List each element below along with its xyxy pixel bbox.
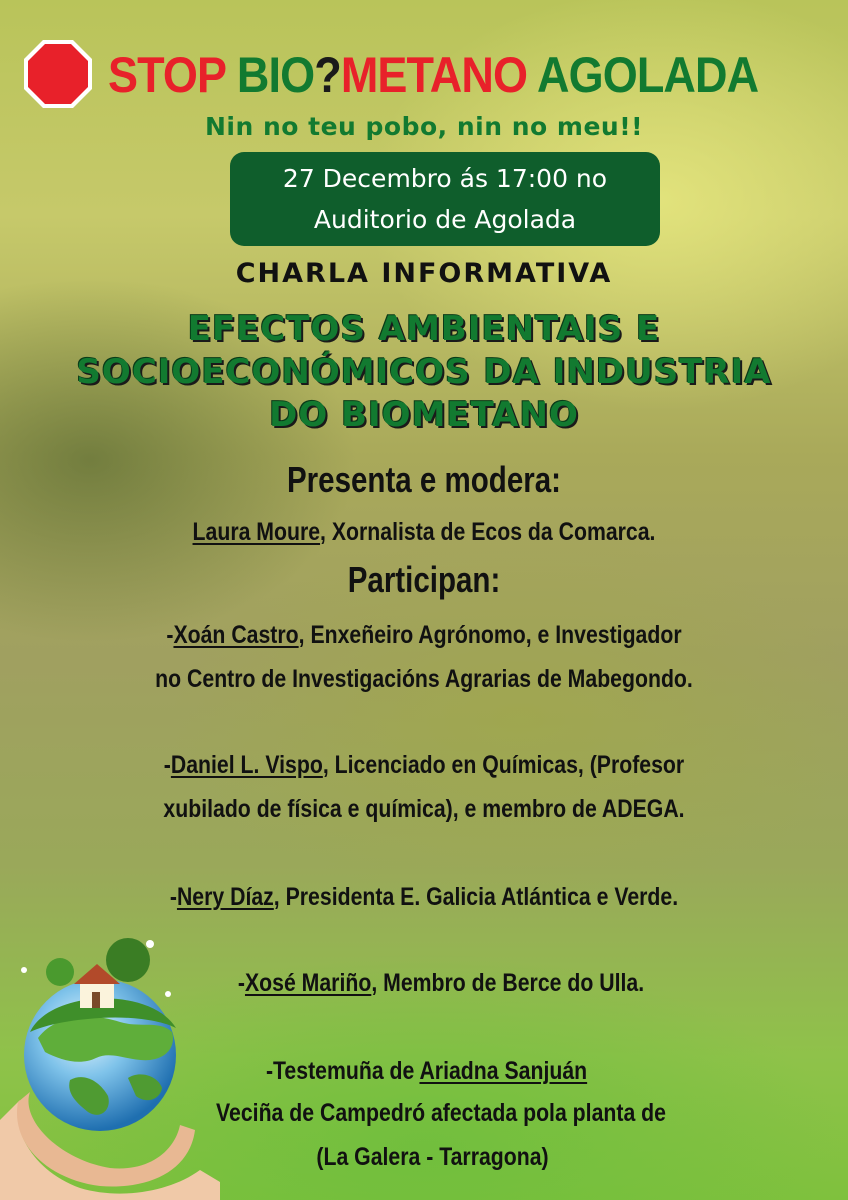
participant-3-name: Nery Díaz (176, 883, 274, 911)
headline-stop: STOP (108, 47, 226, 103)
headline-question: ? (314, 47, 341, 103)
participant-5-line-3: (La Galera - Tarragona) (316, 1143, 549, 1171)
stop-sign-icon (22, 38, 94, 110)
globe-in-hands-icon (0, 920, 220, 1200)
participant-3-prefix: - (169, 883, 177, 911)
moderator-heading: Presenta e modera: (286, 459, 562, 500)
headline-metano: METANO (340, 47, 528, 103)
moderator-name: Laura Moure (192, 518, 321, 546)
participants-heading: Participan: (347, 559, 501, 600)
event-topic (0, 308, 848, 437)
participant-1-prefix: - (166, 621, 174, 649)
participant-1-line-1 (64, 618, 785, 652)
participant-4-desc: , Membro de Berce do Ulla. (371, 969, 645, 997)
participant-2-desc-1: , Licenciado en Químicas, (Profesor (322, 751, 685, 779)
date-line-1: 27 Decembro ás 17:00 no (282, 164, 608, 193)
participant-4-name: Xosé Mariño (244, 969, 372, 997)
headline-bio: BIO (236, 47, 315, 103)
moderator-desc: , Xornalista de Ecos da Comarca. (320, 518, 656, 546)
headline-agolada: AGOLADA (537, 47, 759, 103)
moderator-line (64, 515, 785, 549)
participant-5-name: Ariadna Sanjuán (419, 1057, 588, 1085)
date-box (230, 152, 660, 246)
participant-4-prefix: - (237, 969, 245, 997)
participant-5-prefix: -Testemuña de (265, 1057, 420, 1085)
event-type: CHARLA INFORMATIVA (235, 258, 613, 289)
slogan: Nin no teu pobo, nin no meu!! (204, 112, 644, 141)
topic-line-3: DO BIOMETANO (269, 395, 579, 435)
topic-line-2: SOCIOECONÓMICOS DA INDUSTRIA (76, 352, 772, 392)
participant-2-prefix: - (163, 751, 171, 779)
participant-1-desc-1: , Enxeñeiro Agrónomo, e Investigador (298, 621, 682, 649)
date-line-2: Auditorio de Agolada (313, 205, 577, 234)
headline (108, 40, 765, 110)
participant-2-line-1 (64, 748, 785, 782)
participant-1-line-2: no Centro de Investigacións Agrarias de Mabegondo. (155, 665, 693, 693)
participant-2-line-2: xubilado de física e química), e membro de ADEGA. (163, 795, 685, 823)
participant-5-line-2: Veciña de Campedró afectada pola planta de (216, 1099, 666, 1127)
participant-3-line (64, 880, 785, 914)
participant-3-desc: , Presidenta E. Galicia Atlántica e Verde. (273, 883, 679, 911)
topic-line-1: EFECTOS AMBIENTAIS E (187, 309, 661, 349)
participant-2-name: Daniel L. Vispo (170, 751, 323, 779)
participant-1-name: Xoán Castro (173, 621, 299, 649)
